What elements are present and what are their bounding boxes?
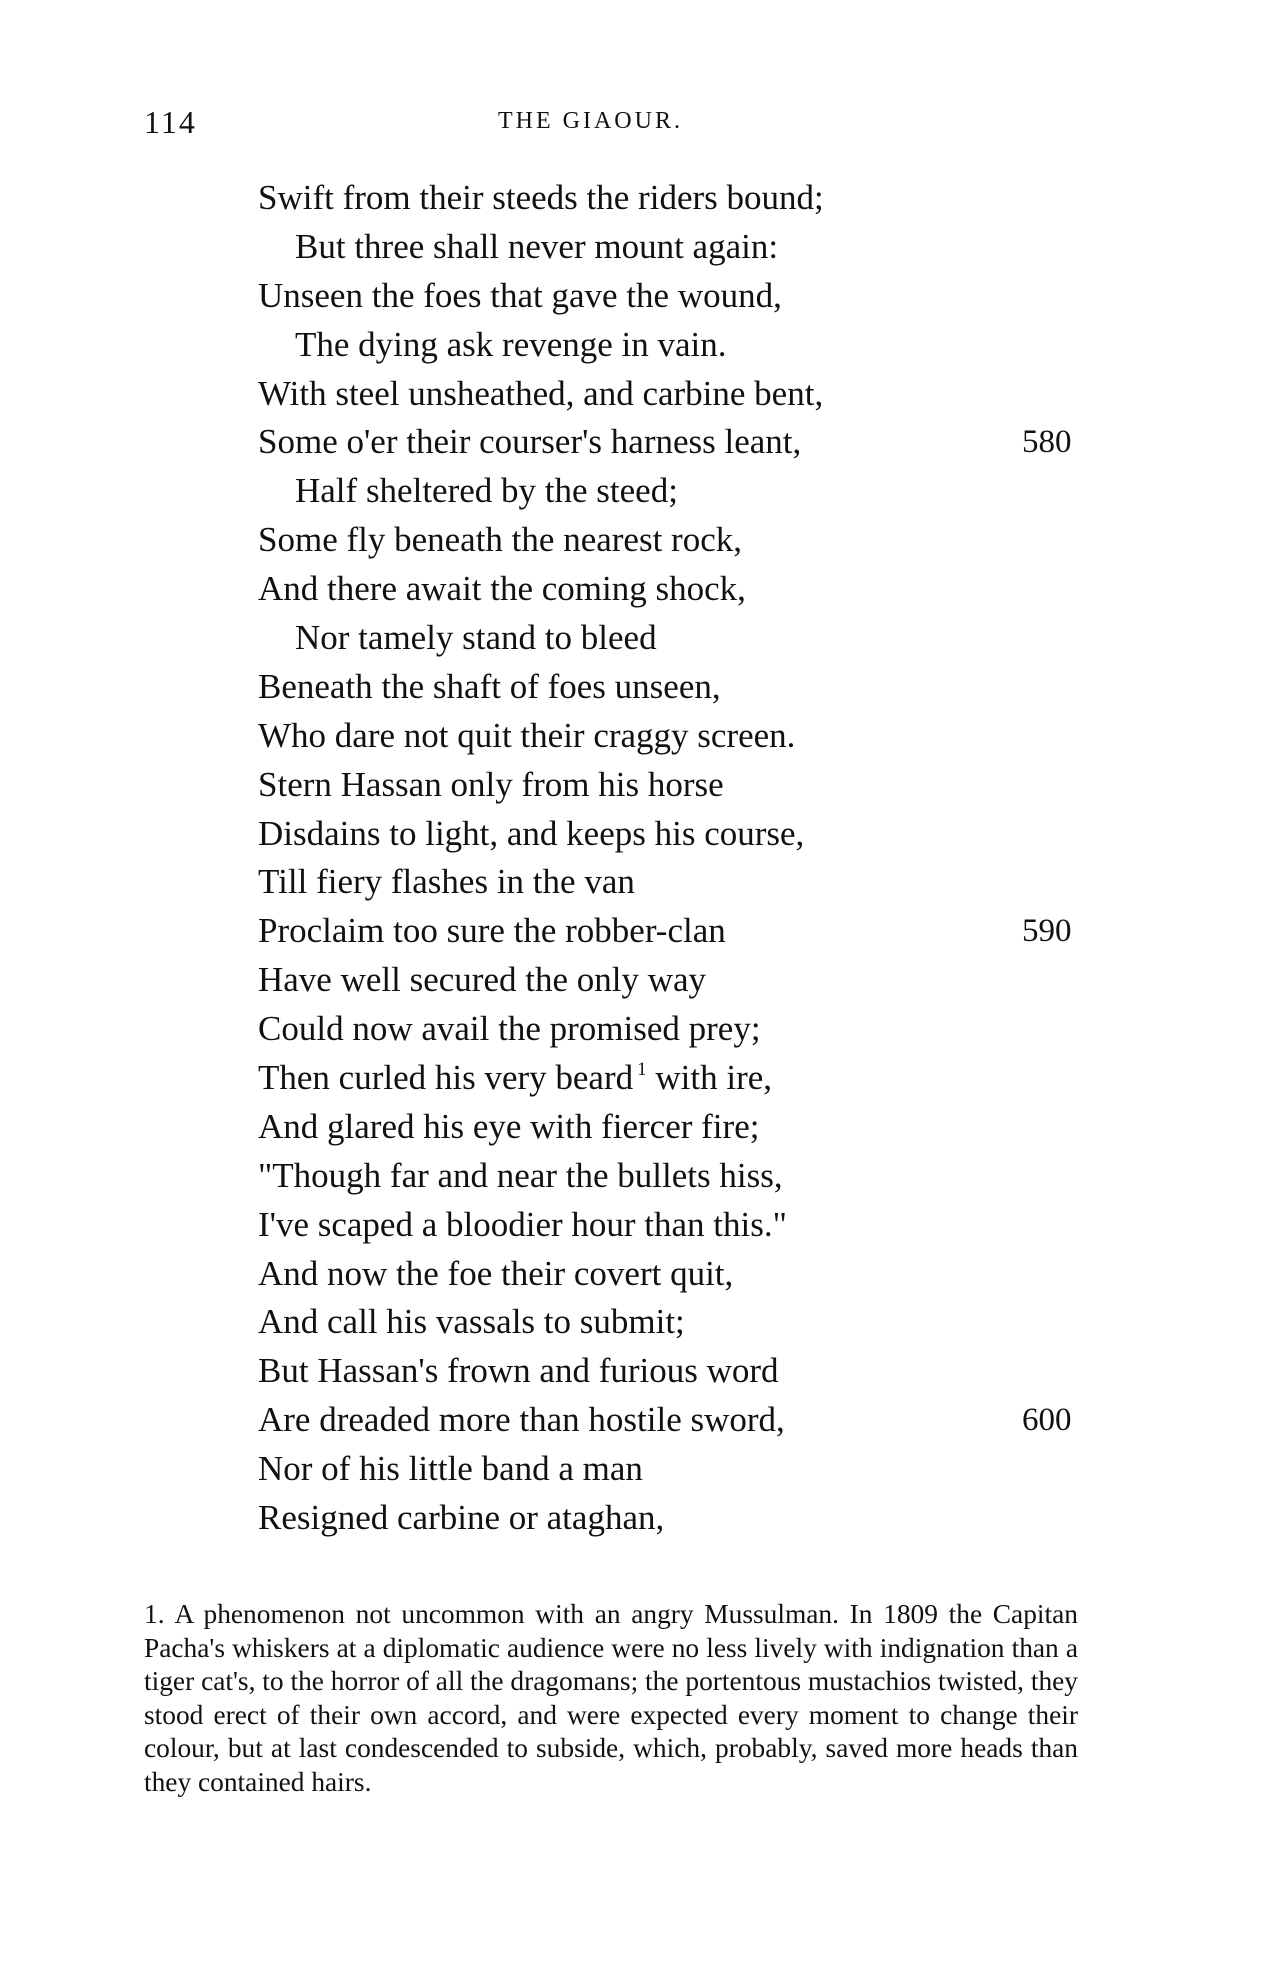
verse-line — [258, 663, 1118, 712]
verse-words: And call his vassals to submit; — [258, 1302, 685, 1342]
verse-text — [258, 1152, 783, 1201]
footnote-label: 1. — [144, 1599, 165, 1629]
verse-text — [258, 956, 706, 1005]
verse-line — [258, 223, 1118, 272]
verse-line — [258, 174, 1118, 223]
verse-text — [258, 1445, 643, 1494]
verse-text — [258, 565, 746, 614]
verse-line — [258, 956, 1118, 1005]
verse-words: "Though far and near the bullets hiss, — [258, 1155, 783, 1195]
verse-line — [258, 1005, 1118, 1054]
footnote-reference: 1 — [637, 1059, 647, 1081]
verse-text — [258, 272, 782, 321]
running-title: THE GIAOUR. — [498, 108, 683, 134]
verse-text — [258, 712, 795, 761]
verse-line — [258, 614, 1118, 663]
verse-text — [258, 1103, 759, 1152]
verse-line — [258, 712, 1118, 761]
verse-text — [258, 1005, 761, 1054]
verse-text — [258, 1494, 664, 1543]
verse-words: Unseen the foes that gave the wound, — [258, 275, 782, 315]
verse-text — [258, 370, 823, 419]
verse-line — [258, 321, 1118, 370]
verse-words: Nor tamely stand to bleed — [295, 618, 657, 658]
verse-line — [258, 418, 1118, 467]
running-header — [0, 104, 1277, 144]
verse-text — [258, 663, 721, 712]
verse-words: Stern Hassan only from his horse — [258, 764, 724, 804]
verse-words: With steel unsheathed, and carbine bent, — [258, 373, 824, 413]
verse-words: And there await the coming shock, — [258, 569, 746, 609]
verse-text — [258, 1201, 787, 1250]
verse-line — [258, 1250, 1118, 1299]
verse-line — [258, 272, 1118, 321]
verse-line — [258, 370, 1118, 419]
verse-words: Beneath the shaft of foes unseen, — [258, 666, 721, 706]
verse-words: Proclaim too sure the robber-clan — [258, 911, 726, 951]
verse-text — [258, 1347, 779, 1396]
verse-words: The dying ask revenge in vain. — [295, 324, 727, 364]
verse-line — [258, 1494, 1118, 1543]
page-number: 114 — [144, 104, 197, 140]
footnote — [144, 1598, 1078, 1800]
verse-text — [258, 761, 724, 810]
verse-text — [258, 858, 635, 907]
line-number: 600 — [1022, 1402, 1072, 1439]
verse-words: Are dreaded more than hostile sword, — [258, 1400, 785, 1440]
verse-line — [258, 1347, 1118, 1396]
verse-words: Half sheltered by the steed; — [295, 471, 678, 511]
verse-text — [258, 1298, 685, 1347]
line-number: 580 — [1022, 424, 1072, 461]
verse-line — [258, 1298, 1118, 1347]
verse-words: Swift from their steeds the riders bound; — [258, 178, 824, 217]
verse-words: And glared his eye with fiercer fire; — [258, 1106, 760, 1146]
verse-words: Who dare not quit their craggy screen. — [258, 715, 796, 755]
verse-line — [258, 810, 1118, 859]
verse-text — [258, 1250, 733, 1299]
verse-line — [258, 1054, 1118, 1103]
verse-line — [258, 858, 1118, 907]
verse-words: Resigned carbine or ataghan, — [258, 1498, 665, 1538]
verse-words: Then curled his very beard — [258, 1058, 634, 1098]
verse-words: I've scaped a bloodier hour than this." — [258, 1204, 787, 1244]
verse-words: Disdains to light, and keeps his course, — [258, 813, 805, 853]
verse-text — [258, 321, 727, 370]
verse-text — [258, 467, 678, 516]
verse-words: Nor of his little band a man — [258, 1449, 643, 1489]
verse-line — [258, 467, 1118, 516]
verse-text — [258, 810, 804, 859]
verse-text — [258, 1396, 785, 1445]
verse-words: Till fiery flashes in the van — [258, 862, 635, 902]
verse-text — [258, 1054, 772, 1103]
verse-words: But Hassan's frown and furious word — [258, 1351, 779, 1391]
verse-line — [258, 1152, 1118, 1201]
verse-line — [258, 1396, 1118, 1445]
verse-line — [258, 1445, 1118, 1494]
verse-text — [258, 516, 742, 565]
verse-text — [258, 418, 801, 467]
verse-words: Some o'er their courser's harness leant, — [258, 422, 802, 462]
line-number: 590 — [1022, 913, 1072, 950]
verse-text — [258, 223, 778, 272]
verse-line — [258, 565, 1118, 614]
verse-line — [258, 1201, 1118, 1250]
verse-line — [258, 761, 1118, 810]
footnote-text: A phenomenon not uncommon with an angry Mussulman. In 1809 the Capitan Pacha's whiskers at a diplomatic audience were no less lively with indignation than a tiger cat's, to the horror of all the dragomans; the portentous mustachios twisted, they stood erect of their own accord, and were expected every moment to change their colour, but at last condescended to subside, which, probably, saved more heads than they contained hairs. — [144, 1599, 1078, 1797]
verse-words: Could now avail the promised prey; — [258, 1009, 761, 1049]
verse-words: Have well secured the only way — [258, 960, 707, 1000]
verse-text — [258, 907, 726, 956]
verse-words-continued: with ire, — [655, 1058, 773, 1098]
verse-line — [258, 516, 1118, 565]
verse-line — [258, 1103, 1118, 1152]
verse-text — [258, 174, 824, 223]
verse-words: But three shall never mount again: — [295, 226, 779, 266]
poem-body — [258, 174, 1118, 1543]
verse-text — [258, 614, 657, 663]
verse-words: Some fly beneath the nearest rock, — [258, 520, 742, 560]
verse-words: And now the foe their covert quit, — [258, 1253, 734, 1293]
verse-line — [258, 907, 1118, 956]
